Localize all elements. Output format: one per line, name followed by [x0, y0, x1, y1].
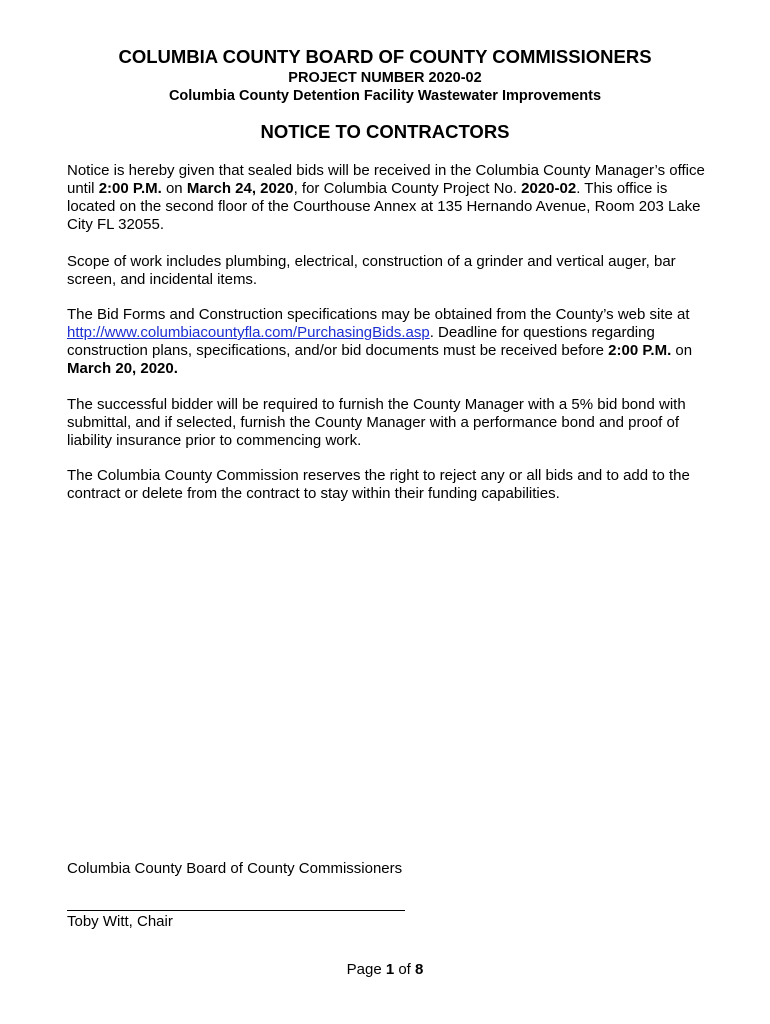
- of-label: of: [394, 961, 416, 978]
- paragraph-text: The Bid Forms and Construction specifications may be obtained from the County’s web site at: [67, 306, 690, 323]
- paragraph-text: . Deadline for questions regarding construction plans, specifications, and/or bid documents must be received before: [67, 324, 655, 359]
- paragraph-text: Notice is hereby given that sealed bids will be received in the Columbia County Manager’s office until: [67, 162, 705, 197]
- signatory-name: Toby Witt, Chair: [67, 913, 173, 930]
- bid-forms-paragraph: [67, 306, 707, 378]
- bid-notice-paragraph: [67, 162, 707, 234]
- document-title: COLUMBIA COUNTY BOARD OF COUNTY COMMISSIONERS: [118, 46, 652, 67]
- paragraph-text: . This office is located on the second floor of the Courthouse Annex at 135 Hernando Avenue, Room 203 Lake City FL 32055.: [67, 180, 701, 233]
- paragraph-text: on: [671, 342, 693, 359]
- signature-organization: Columbia County Board of County Commissioners: [67, 860, 403, 877]
- bid-date: March 24, 2020: [186, 180, 294, 197]
- bond-paragraph: The successful bidder will be required to furnish the County Manager with a 5% bid bond with submittal, and if selected, furnish the County Manager with a performance bond and proof of liability insurance prior to commencing work.: [67, 396, 686, 449]
- reservation-paragraph: The Columbia County Commission reserves the right to reject any or all bids and to add to the contract or delete from the contract to stay within their funding capabilities.: [67, 467, 690, 502]
- paragraph-text: on: [161, 180, 187, 197]
- page-number-footer: [0, 961, 770, 978]
- page-label: Page: [346, 961, 386, 978]
- questions-deadline-time: 2:00 P.M.: [608, 342, 672, 359]
- signature-line: [67, 910, 405, 911]
- purchasing-bids-link[interactable]: http://www.columbiacountyfla.com/PurchasingBids.asp: [67, 324, 430, 341]
- paragraph-text: , for Columbia County Project No.: [293, 180, 522, 197]
- project-name: Columbia County Detention Facility Wastewater Improvements: [168, 88, 602, 104]
- questions-deadline-date: March 20, 2020.: [67, 360, 178, 377]
- bid-time: 2:00 P.M.: [98, 180, 162, 197]
- project-number: PROJECT NUMBER 2020-02: [288, 70, 482, 86]
- notice-title: NOTICE TO CONTRACTORS: [260, 121, 510, 142]
- current-page: 1: [385, 961, 395, 978]
- scope-paragraph: Scope of work includes plumbing, electrical, construction of a grinder and vertical auger, bar screen, and incidental items.: [67, 253, 676, 288]
- project-no: 2020-02: [521, 180, 577, 197]
- total-pages: 8: [415, 961, 424, 978]
